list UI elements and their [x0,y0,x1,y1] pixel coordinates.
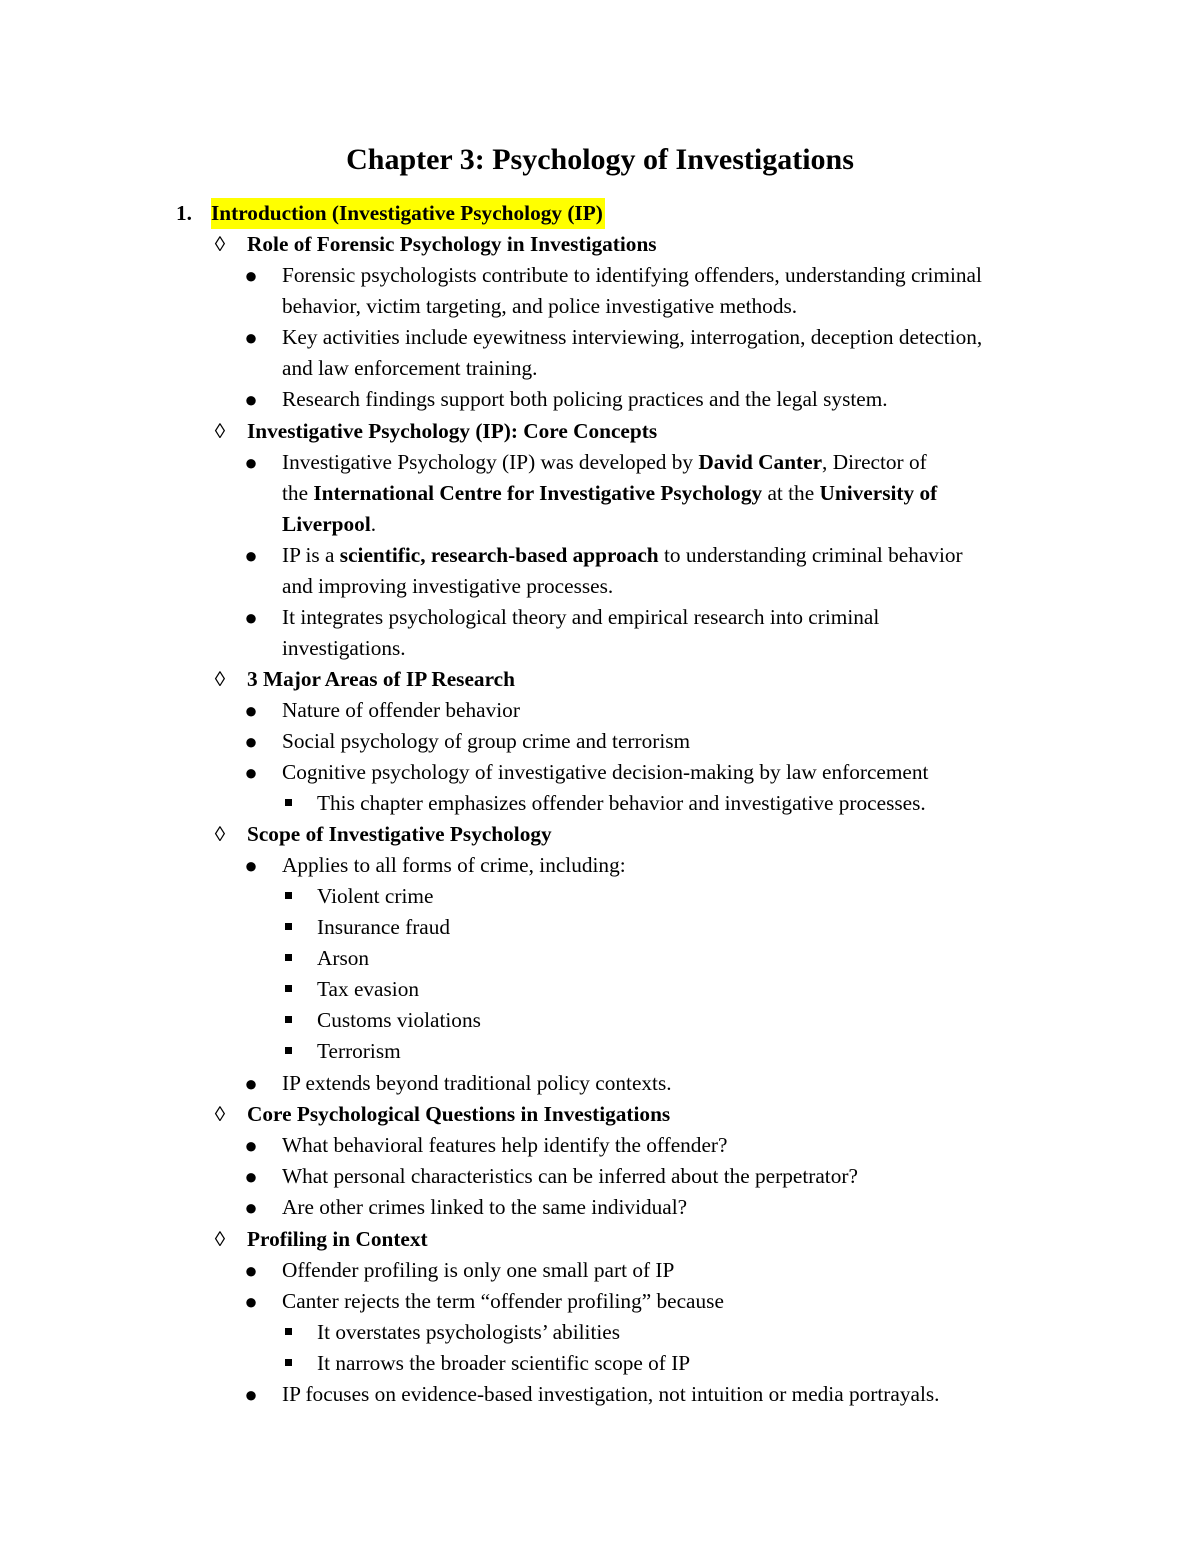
diamond-outline-icon: ◊ [214,232,226,256]
bullet-dot-icon: ● [244,263,258,288]
list-item: What personal characteristics can be inferred about the perpetrator? [282,1164,858,1188]
diamond-outline-icon: ◊ [214,419,226,443]
square-bullet-icon [282,1317,294,1348]
text-run: the [282,481,314,505]
section-number: 1. [176,201,192,225]
bullet-dot-icon: ● [244,698,258,723]
square-bullet-icon [282,943,294,974]
list-item: Forensic psychologists contribute to identifying offenders, understanding criminal [282,263,982,287]
bullet-dot-icon: ● [244,543,258,568]
bullet-dot-icon: ● [244,1133,258,1158]
text-run: to understanding criminal behavior [658,543,963,567]
square-bullet-icon [282,974,294,1005]
bold-text-run: scientific, research-based approach [339,543,659,567]
list-item-continuation: and law enforcement training. [282,356,538,380]
list-item: Research findings support both policing practices and the legal system. [282,387,888,411]
subheading-questions: Core Psychological Questions in Investigations [247,1102,671,1126]
page-title: Chapter 3: Psychology of Investigations [346,143,854,176]
list-item: IP extends beyond traditional policy contexts. [282,1071,672,1095]
text-run: IP is a [282,543,340,567]
bullet-dot-icon: ● [244,325,258,350]
bold-text-run: University of [819,481,938,505]
list-item: Key activities include eyewitness interviewing, interrogation, deception detection, [282,325,983,349]
subheading-role: Role of Forensic Psychology in Investigations [247,232,657,256]
list-item: Canter rejects the term “offender profiling” because [282,1289,724,1313]
list-item: Social psychology of group crime and terrorism [282,729,691,753]
sub-list-item: Arson [317,946,370,970]
square-bullet-icon [282,1036,294,1067]
text-run: . [370,512,377,536]
list-item: Cognitive psychology of investigative decision-making by law enforcement [282,760,929,784]
diamond-outline-icon: ◊ [214,1227,226,1251]
sub-list-item: Insurance fraud [317,915,451,939]
text-run: , Director of [822,450,927,474]
list-item: It integrates psychological theory and empirical research into criminal [282,605,880,629]
subheading-profiling: Profiling in Context [247,1227,428,1251]
bullet-dot-icon: ● [244,387,258,412]
square-bullet-icon [282,881,294,912]
list-item: IP focuses on evidence-based investigation, not intuition or media portrayals. [282,1382,940,1406]
text-run: Investigative Psychology (IP) was developed by [282,450,699,474]
section-heading: Introduction (Investigative Psychology (IP) [211,198,605,229]
list-item-continuation: investigations. [282,636,406,660]
bullet-dot-icon: ● [244,1289,258,1314]
square-bullet-icon [282,1005,294,1036]
square-bullet-icon [282,912,294,943]
bullet-dot-icon: ● [244,605,258,630]
sub-list-item: This chapter emphasizes offender behavior and investigative processes. [317,791,926,815]
subheading-scope: Scope of Investigative Psychology [247,822,552,846]
list-item: Applies to all forms of crime, including: [282,853,626,877]
diamond-outline-icon: ◊ [214,1102,226,1126]
list-item: What behavioral features help identify the offender? [282,1133,728,1157]
list-item [282,540,963,571]
bullet-dot-icon: ● [244,853,258,878]
diamond-outline-icon: ◊ [214,822,226,846]
bullet-dot-icon: ● [244,760,258,785]
subheading-core-concepts: Investigative Psychology (IP): Core Concepts [247,419,658,443]
list-item: Nature of offender behavior [282,698,520,722]
list-item [282,447,927,478]
list-item-continuation [282,509,376,540]
bold-text-run: David Canter [698,450,823,474]
list-item: Are other crimes linked to the same individual? [282,1195,688,1219]
bullet-dot-icon: ● [244,450,258,475]
bold-text-run: International Centre for Investigative Psychology [313,481,763,505]
sub-list-item: Tax evasion [317,977,420,1001]
square-bullet-icon [282,788,294,819]
sub-list-item: Terrorism [317,1039,401,1063]
sub-list-item: Violent crime [317,884,434,908]
bullet-dot-icon: ● [244,1164,258,1189]
sub-list-item: It overstates psychologists’ abilities [317,1320,621,1344]
bullet-dot-icon: ● [244,1382,258,1407]
bullet-dot-icon: ● [244,729,258,754]
sub-list-item: It narrows the broader scientific scope of IP [317,1351,691,1375]
bullet-dot-icon: ● [244,1071,258,1096]
sub-list-item: Customs violations [317,1008,481,1032]
bold-text-run: Liverpool [282,512,371,536]
diamond-outline-icon: ◊ [214,667,226,691]
bullet-dot-icon: ● [244,1258,258,1283]
subheading-major-areas: 3 Major Areas of IP Research [247,667,515,691]
list-item-continuation: and improving investigative processes. [282,574,614,598]
list-item-continuation: behavior, victim targeting, and police investigative methods. [282,294,798,318]
bullet-dot-icon: ● [244,1195,258,1220]
text-run: at the [762,481,820,505]
list-item: Offender profiling is only one small part of IP [282,1258,675,1282]
square-bullet-icon [282,1348,294,1379]
list-item-continuation [282,478,937,509]
